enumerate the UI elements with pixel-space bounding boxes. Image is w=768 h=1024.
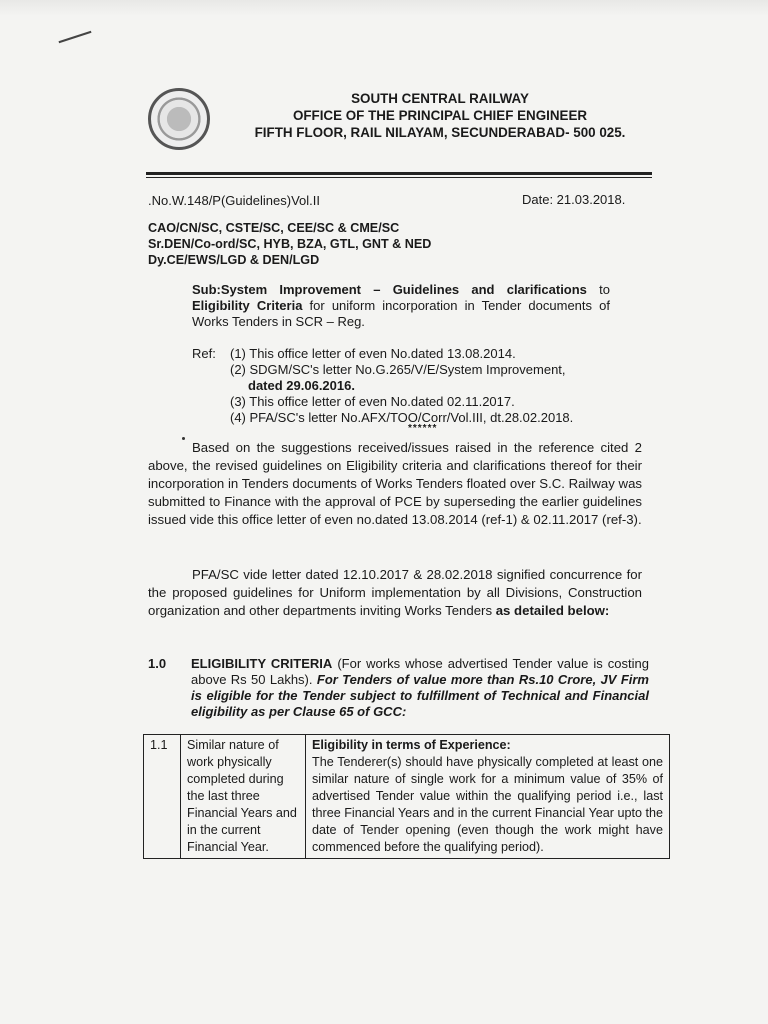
section-heading [191,656,649,720]
addressee-line: CAO/CN/SC, CSTE/SC, CEE/SC & CME/SC [148,221,400,235]
body-paragraph-2 [148,566,642,620]
pen-mark [59,31,92,43]
reference-item [230,378,610,394]
subject-prefix: Sub: [192,282,221,297]
table-row [144,735,670,859]
references-label: Ref: [192,346,216,361]
criterion-cell: Similar nature of work physically completed during the last three Financial Years and in the current Financial Year. [181,735,306,859]
header-rule-thin [146,177,652,178]
eligibility-table [143,734,670,859]
letter-reference-number: .No.W.148/P(Guidelines)Vol.II [148,193,320,208]
office-address: FIFTH FLOOR, RAIL NILAYAM, SECUNDERABAD- 500 025. [254,125,626,140]
office-name: OFFICE OF THE PRINCIPAL CHIEF ENGINEER [292,108,588,123]
section-emphasis: For Tenders of value more than Rs.10 Crore, JV Firm is eligible for the Tender subject to fulfillment of Technical and Financial eligibility as per Clause 65 of GCC: [191,672,649,719]
eligibility-cell [306,735,670,859]
reference-item: (3) This office letter of even No.dated 02.11.2017. [230,394,515,409]
reference-date: dated 29.06.2016. [248,378,355,393]
subject-rest: for uniform incorporation in Tender documents of Works Tenders in SCR – Reg. [192,298,610,329]
org-name: SOUTH CENTRAL RAILWAY [351,91,529,106]
section-title: ELIGIBILITY CRITERIA [191,656,333,671]
row-number: 1.1 [144,735,181,859]
paragraph-2-emphasis: as detailed below: [495,603,610,618]
subject-title-2: Eligibility Criteria [192,298,303,313]
eligibility-title: Eligibility in terms of Experience: [312,738,511,752]
subject-line [192,282,610,330]
header-rule [146,172,652,175]
reference-item: (4) PFA/SC's letter No.AFX/TOO/Corr/Vol.III, dt.28.02.2018. [230,410,574,425]
section-number: 1.0 [148,656,167,671]
addressee-list [148,220,431,268]
addressee-line: Dy.CE/EWS/LGD & DEN/LGD [148,253,320,267]
separator-stars: ****** [408,423,438,434]
section-paren: (For works whose advertised Tender value is costing above Rs 50 Lakhs). [191,656,649,687]
letter-date: Date: 21.03.2018. [522,192,626,207]
paragraph-2-text: PFA/SC vide letter dated 12.10.2017 & 28.02.2018 signified concurrence for the proposed guidelines for Uniform implementation by all Divisions, Construction organization and other departments inviting Works Tenders [148,567,642,618]
scan-edge [0,0,768,16]
letterhead [240,90,640,141]
eligibility-text: The Tenderer(s) should have physically completed at least one similar nature of single work for a minimum value of 35% of advertised Tender value within the qualifying period i.e., last three Financial Years and in the current Financial Year upto the date of Tender opening (even though the work might have commenced before the qualifying period). [312,755,663,854]
references-list [230,346,610,426]
railway-seal-logo [148,88,210,150]
reference-item: (2) SDGM/SC's letter No.G.265/V/E/System Improvement, [230,362,566,377]
reference-item: (1) This office letter of even No.dated 13.08.2014. [230,346,516,361]
subject-title: System Improvement – Guidelines and clarifications [220,282,587,297]
subject-connector: to [586,282,610,297]
body-paragraph-1: Based on the suggestions received/issues raised in the reference cited 2 above, the revised guidelines on Eligibility criteria and clarifications thereof for their incorporation in Tenders documents of Works Tenders floated over S.C. Railway was submitted to Finance with the approval of PCE by superseding the earlier guidelines issued vide this office letter of even no.dated 13.08.2014 (ref-1) & 02.11.2017 (ref-3). [148,440,642,527]
addressee-line: Sr.DEN/Co-ord/SC, HYB, BZA, GTL, GNT & NED [148,237,432,251]
